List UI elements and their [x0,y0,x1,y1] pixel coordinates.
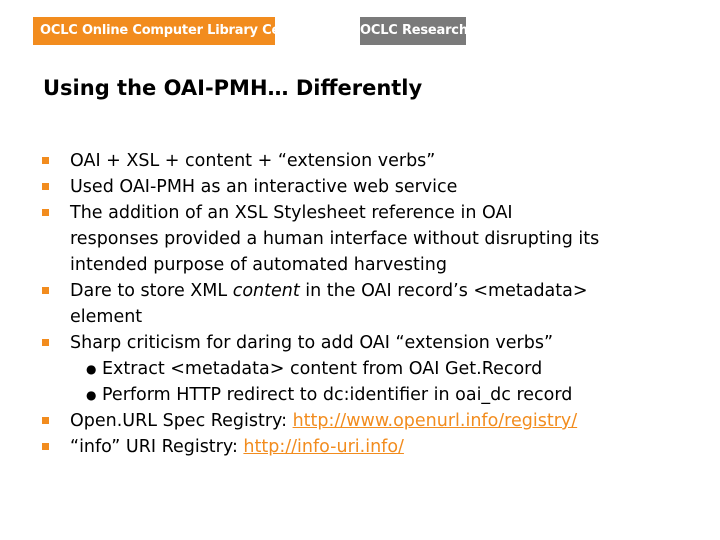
square-bullet-icon [42,183,49,190]
text-segment: in the OAI record’s <metadata> [299,281,588,301]
list-item [42,200,692,278]
sub-list-item [42,356,692,382]
square-bullet-icon [42,157,49,164]
bullet-list [42,148,692,460]
list-item-text: Sharp criticism for daring to add OAI “extension verbs” [70,333,554,353]
list-item-text: element [70,307,143,327]
emphasis-text: content [232,281,300,301]
sub-list-item-text: Extract <metadata> content from OAI Get.Record [102,359,543,379]
list-item [42,148,692,174]
list-item-text: “info” URI Registry: [70,437,244,457]
square-bullet-icon [42,417,49,424]
list-item [42,278,692,330]
square-bullet-icon [42,339,49,346]
list-item-text: OAI + XSL + content + “extension verbs” [70,151,436,171]
square-bullet-icon [42,287,49,294]
square-bullet-icon [42,443,49,450]
oclc-online-computer-library-center-logo: OCLC Online Computer Library Center [33,17,275,45]
dot-bullet-icon: ● [86,388,97,402]
list-item-text: responses provided a human interface without disrupting its [70,229,600,249]
sub-list-item-text: Perform HTTP redirect to dc:identifier in oai_dc record [102,385,573,405]
list-item-text: intended purpose of automated harvesting [70,255,447,275]
list-item [42,330,692,356]
oclc-research-logo: OCLC Research [360,17,466,45]
sub-list-item [42,382,692,408]
list-item-text: Open.URL Spec Registry: [70,411,293,431]
dot-bullet-icon: ● [86,362,97,376]
slide-title: Using the OAI-PMH… Differently [43,76,423,100]
openurl-registry-link[interactable]: http://www.openurl.info/registry/ [292,411,578,431]
list-item-text: Used OAI-PMH as an interactive web service [70,177,458,197]
list-item-text: The addition of an XSL Stylesheet reference in OAI [70,203,513,223]
list-item-text [70,278,692,304]
text-segment: Dare to store XML [70,281,233,301]
list-item [42,408,692,434]
list-item [42,434,692,460]
list-item [42,174,692,200]
square-bullet-icon [42,209,49,216]
info-uri-registry-link[interactable]: http://info-uri.info/ [243,437,404,457]
